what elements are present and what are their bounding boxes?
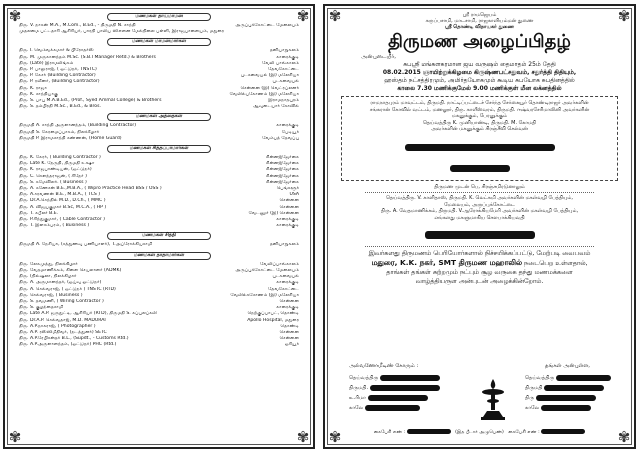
relative-place: காரைக்குடி: [276, 280, 299, 286]
deity-line: ஸ்ரீ தொண்டி விநாயகர் துணை: [445, 24, 514, 30]
relative-name: திரு. S. கமேவிலர். ( Business ): [19, 179, 87, 185]
relative-place: வேம்பத் தேவப்பு: [262, 135, 299, 141]
section-heading: மணமகள் சித்தப்பாமார்கள்: [107, 145, 211, 153]
deity-line: கருப்பசாமி, மாடசாமி, ராஜகாளியம்மன் துணை: [425, 18, 534, 24]
groom-line: ராமநாதபுரம் மாவட்டம், திருமதி. நாட்டிப்பட்டைச் சேர்ந்த சேர்கையூர் தொண்டிராஜர் அவர்களின்: [370, 100, 589, 106]
inviter-label: அல்வணோமீடிண் கோரும் :: [349, 363, 419, 369]
relative-name: திரு. S. தம்பிரதி M.Sc., B.Ed., & Bros.: [19, 104, 101, 110]
section-heading: மணமகள் சித்தி: [107, 232, 211, 240]
relative-place: சென்னை: [279, 298, 299, 304]
relative-name: திரு. A.P.அருளாளந்தம், (ஒட்டுநர்) PHC (Rtd.): [19, 342, 117, 348]
left-panel: [3, 4, 315, 449]
groom-line: சங்கரான் கோவில் வட்டம், மணலூர், திரு. காளீஸ்வரம், திருமதி. ஈஷ்வரசேரிமாலினி அவர்களின்: [369, 106, 590, 113]
corner-ornament-icon: ✾: [296, 7, 310, 25]
venue-line: தாங்கள் தங்கள் சுற்றமும் நட்பும் சூழ வருகை தந்து மணமக்களை: [386, 268, 573, 276]
relative-row: [19, 223, 299, 229]
phone-label: கைபேசி எண் :: [508, 430, 540, 435]
relative-name: திரு. K. ராஜா: [19, 85, 47, 91]
relative-row: [19, 29, 299, 35]
relative-place: சென்னை: [279, 198, 299, 204]
union-label: திருமண முடன் பெ, சிரஞ்சமிரடுனாலும்: [434, 183, 525, 190]
inviter-title: தெய்வத்திரு: [525, 375, 555, 381]
relative-name: திரு. A. அருமானந்தர், (ஓய்வு ஓட்டுநர்): [19, 280, 102, 286]
relative-name: திரு. (Late) இராமலிங்கம்: [19, 60, 74, 66]
relatives-section: [19, 13, 299, 35]
divider: [365, 192, 594, 193]
relatives-section: [19, 38, 299, 110]
relative-place: சின்னஜ்ஜேர்கை: [265, 155, 299, 161]
relative-name: திரு. வேதமாணிக்கம், கிளை செயலாளர் (ADMK): [19, 267, 122, 273]
footnote-text: (இத பீடார் அழுபெண்): [455, 430, 504, 435]
inviter-title: காலே: [349, 405, 364, 411]
relative-name: திரு. S. தவமணி, ( Wiring Contractor ): [19, 298, 104, 304]
venue-name: மதுரை, K.K. நகர், SMT திருமண மஹாலில்: [371, 258, 522, 267]
relative-place: புடகவையல் (இ) மலேசியா: [240, 73, 299, 79]
relative-name: திரு. K. சாந்தியாகு: [19, 91, 58, 97]
groom-details-box: [341, 96, 618, 181]
footnote: [345, 429, 614, 435]
corner-ornament-icon: ✾: [617, 428, 631, 446]
relative-name: திரு. T. இளசம்பரம், ( Business ): [19, 223, 90, 229]
relative-name: திரு. P.சிந்துகுமார், ( Cable Contractor ): [19, 217, 105, 223]
venue-suffix: நடைபெற உள்ளதால்,: [524, 259, 588, 267]
relative-name: திரு. K. கேரர், ( Building Contractor ): [19, 155, 101, 161]
relative-row: [19, 242, 299, 248]
relative-name: திருமதி A. நேசியா, (சத்துணவு பணியாளர்), T.அப்ரோக்கியசாமி: [19, 242, 153, 248]
groom-line: மகனுக்கும், பேரனுக்கும்: [451, 113, 508, 119]
relative-place: நெற்குப்பாபட், தொண்டி: [247, 311, 299, 317]
relative-place: வேலிப்பாவ்காலம்: [260, 261, 299, 267]
invitation-body: [335, 10, 624, 443]
relative-place: தனியாறுசுலம்: [269, 48, 299, 54]
venue-line: [335, 258, 624, 268]
relative-name: திரு. V. நாகன் M.A., M.Com., B.Ed., - திருமதி N. சாந்தி: [19, 23, 136, 28]
section-heading: மணமகள் தாதாமார்கள்: [107, 252, 211, 260]
section-heading: மணமகள் அத்தைகள்: [107, 113, 211, 121]
relative-name: திரு. T. கபீலர் B.E.: [19, 210, 59, 216]
relative-place: சென்னை: [279, 336, 299, 342]
relative-place: காரைக்குடி: [276, 217, 299, 223]
date-line: ஹஸ்தம் நட்சத்திரமும், அமிர்தயோகமும் கூடிய சுபயோக சுபதினத்தில்: [384, 77, 575, 84]
relatives-list: [19, 10, 299, 443]
relative-place: தொண்டி: [280, 323, 299, 329]
relative-name: திரு. A. கணேசன் B.E.,M.B.A., ( Wipro Practice Head BSS / OSS ): [19, 186, 162, 192]
venue-line: வாழ்த்தியருள அன்புடன் அழைக்கின்றோம்.: [415, 277, 544, 285]
relative-name: திரு. செல்வராஜ், ( Business ): [19, 292, 83, 298]
inviter-title: திருமதி.: [349, 385, 369, 391]
redacted-name: [346, 158, 613, 177]
relative-place: சின்னஜ்ஜேர்கை: [265, 173, 299, 179]
inviter-title: உ.ரிமா: [349, 395, 366, 401]
date-line: 08.02.2015 ஞாயிற்றுக்கிழமை கிருஷ்ணபட்சதுவம், சதுர்த்தி திதியும்,: [382, 69, 577, 76]
phone-label: கைபேசி எண் :: [373, 430, 406, 435]
relative-name: திரு. Dr.A.P. செல்வதாஜ், M.D. MADURAI: [19, 317, 106, 323]
relative-place: தேவகோட்டை: [268, 286, 299, 292]
inviter-title: காலே: [525, 405, 540, 411]
relative-place: ஆவுடையார் கோவில்: [252, 104, 299, 110]
relative-row: [19, 104, 299, 110]
relative-name: திரு. S. பாபு M.A.B.Ed., (Prof., Syed Ammal College) & Brothers: [19, 98, 162, 104]
relative-name: முதலமை பட்டதாரி ஆசிரியர், பாரதி பாலிய ஸிஎளன மேல்நிலை பள்ளி, இராஜபாளையம், மதுரை: [19, 29, 225, 35]
relative-name: திரு. Late A.P. ஜருதுட்டி, ஆசிரியர் (RTD), திருமதி S. கப்புலப்கலி: [19, 311, 157, 317]
bride-line: எங்களது மகளுமாகிய சௌபாக்கியவதி: [434, 214, 525, 221]
divider: [365, 246, 594, 247]
relative-name: திரு. (நில்ஷலா, நிலக்கிழார்: [19, 274, 77, 280]
family-label: தங்கள் அன்புள்ள,: [545, 363, 590, 369]
relative-name: திருமதி A. சாந்தி அருளானந்தம், (Building Contractor): [19, 123, 137, 129]
relative-place: வேலி பாவ்காலம்: [262, 60, 299, 66]
relative-name: திருமதி P. இராமசாந்தி கண்ணன், (Home Guard): [19, 135, 122, 141]
relative-name: திரு. A. விஜயகுமார் B.Sc, M.C.A., ( HP ): [19, 204, 107, 210]
relatives-section: [19, 145, 299, 229]
oil-lamp-icon: [473, 377, 513, 423]
relative-name: திரு. Dr.A.செந்தில் M.D., D.Ch., ( MMC ): [19, 198, 106, 204]
relative-place: காரைக்குடி: [276, 54, 299, 60]
relative-place: சின்னஜ்ஜேர்கை: [265, 161, 299, 167]
signatures-area: [345, 363, 614, 435]
relative-place: பேடியூர்: [281, 129, 299, 135]
relative-row: [19, 342, 299, 348]
deity-line: ஸ்ரீ ராமஜெயம்: [462, 12, 497, 18]
corner-ornament-icon: ✾: [8, 7, 22, 25]
corner-ornament-icon: ✾: [617, 7, 631, 25]
relative-place: தனியாறுசுலம்: [269, 242, 299, 248]
relative-name: திரு. A.P. ரஸ்ஸிமீதிவர், (நடத்துனர்) SETC: [19, 329, 107, 335]
relative-place: அருப்புக்கோட்டை மேலையம்: [235, 23, 299, 28]
redacted-name: [346, 137, 613, 156]
relative-place: Apollo Hospital, மதுரை: [247, 317, 299, 323]
invitation-title: திருமண அழைப்பிதழ்: [388, 31, 571, 52]
relative-place: வேடனூர் (இ) சென்னை: [248, 210, 299, 216]
relative-name: திரு. C. சௌந்தராஜன், ( சிநேர் ): [19, 173, 87, 179]
relative-place: புடகவையல்: [272, 79, 299, 85]
relative-place: வேலில்கசோணம் (இ) மலேசியா: [230, 292, 299, 298]
relative-place: ஓரியூர்: [284, 342, 299, 348]
relatives-section: [19, 113, 299, 142]
inviter-title: திருமதி: [525, 385, 543, 391]
relative-place: பெங்களூர்: [276, 186, 299, 192]
groom-line: அவர்களின் மகனுக்கும் சிரஞ்சீவி செல்வன்: [431, 126, 528, 132]
relative-place: சென்னை: [279, 329, 299, 335]
relative-name: திரு. M. முருகானந்தம் M.Sc. (S.B.I Manager Retd.) & Brothers: [19, 54, 156, 60]
bride-line: திரு. A. வேதமாணிக்கம், திருமதி. V.ஆரோக்கியமேரி அவர்களின் மகள்வழி பேத்தியும்,: [380, 208, 579, 214]
relative-place: காரைக்குடி: [276, 123, 299, 129]
relative-name: திருமதி S. கேரமைப்பாகம், நிலக்கீழார்: [19, 129, 100, 135]
relative-name: திரு. Late K. நேருதி, திருமதி உக்ஷா: [19, 161, 95, 167]
relative-place: USA: [289, 192, 299, 198]
section-heading: மணமகள் தாய்மாமன்: [107, 13, 211, 21]
relative-name: திரு. A.P.நாகராஜ், ( Photographer ): [19, 323, 96, 329]
relative-name: திரு. P. பாலுராஜ், ( ஒட்டுநர், TNSTC): [19, 67, 97, 73]
corner-ornament-icon: ✾: [328, 428, 342, 446]
relative-name: திரு. A.P.ரேபிசன்தர் B.L., (Supdt., - Customs Rtd.): [19, 336, 129, 342]
venue-line: இவர்களது திருமணம் பெரியோர்களால் நிச்சயிக்கப்பட்டு, மேற்படி வைபவம்: [368, 249, 591, 257]
relative-place: சென்னை (இ) வெட்ரப்லனர்: [240, 85, 299, 91]
corner-ornament-icon: ✾: [328, 7, 342, 25]
relative-place: தேவகோட்டை: [268, 67, 299, 73]
relative-name: திரு. S. குழந்தைசாமி: [19, 305, 64, 311]
corner-ornament-icon: ✾: [296, 428, 310, 446]
relatives-section: [19, 252, 299, 349]
salutation: அன்புடையீர்,: [361, 54, 397, 60]
relative-place: காரைக்குடி: [276, 223, 299, 229]
relative-place: புடகவையல்: [272, 274, 299, 280]
relative-name: திரு. I. வெம்வக்கமார் & பிரோதர்ஸ்: [19, 48, 94, 54]
date-line: சுபஸ்ரீ மங்களகரமான ஜய வருஷம் தைமாதம் 25ம் தேதி: [403, 61, 556, 68]
groom-line: தெய்வத்திரு K. முனியாண்டி, திருமதி. M. கோமதி: [422, 119, 537, 126]
corner-ornament-icon: ✾: [8, 428, 22, 446]
relative-place: சின்னஜ்ஜேர்கை: [265, 167, 299, 173]
inviters-left: [349, 373, 469, 413]
relatives-section: [19, 232, 299, 248]
inviters-right: [525, 373, 635, 413]
relative-name: திரு. P. கேசர் (Building Contractor): [19, 73, 96, 79]
inviter-title: தெய்வத்திரு: [349, 375, 379, 381]
relative-place: அருப்புக்கோட்டை மேலையம்: [235, 267, 299, 273]
right-panel: [323, 4, 636, 449]
relative-row: [19, 136, 299, 142]
bride-line: தெய்வத்திரு. V. காளிதாஸ், திருமதி. K. லெட்சுமி அவர்களின் மகள்வழி பேத்தியும்,: [385, 195, 574, 201]
relative-place: சின்னஜ்ஜேர்கை: [265, 179, 299, 185]
relative-name: திரு. A.சரவணன் B.E., M.B.A., ( TCS ): [19, 192, 101, 198]
relative-name: திரு. P. ரவீனர், (Building Contractor): [19, 79, 100, 85]
section-heading: மணமகள் மாமன்மார்கள்: [107, 38, 211, 46]
relative-name: திரு. A. செல்வராஜ், ( ஒட்டுநர் ) TNSTC (RTD): [19, 286, 116, 292]
relative-name: திரு. லேசுமுத்து, நிலக்கிழார்: [19, 261, 78, 267]
relative-place: இராமநாதபுரம்: [268, 98, 299, 104]
relative-place: வேலில்பகோணம் (இ) மலேசியா: [229, 91, 299, 97]
inviter-title: திரு: [525, 395, 535, 401]
relative-place: சென்னை: [279, 204, 299, 210]
relative-name: திரு. K. ராஜபாண்டியன், (ஒட்டுநர்): [19, 167, 92, 173]
time-line: காலை 7.30 மணிக்குமேல் 9.00 மணிக்குள் மீன லக்னத்தில்: [397, 85, 562, 92]
redacted-name: [335, 224, 624, 243]
relative-place: காரைக்குடி: [276, 305, 299, 311]
bride-line: மேலையம், அருப்புக்கோட்டை: [444, 201, 515, 208]
